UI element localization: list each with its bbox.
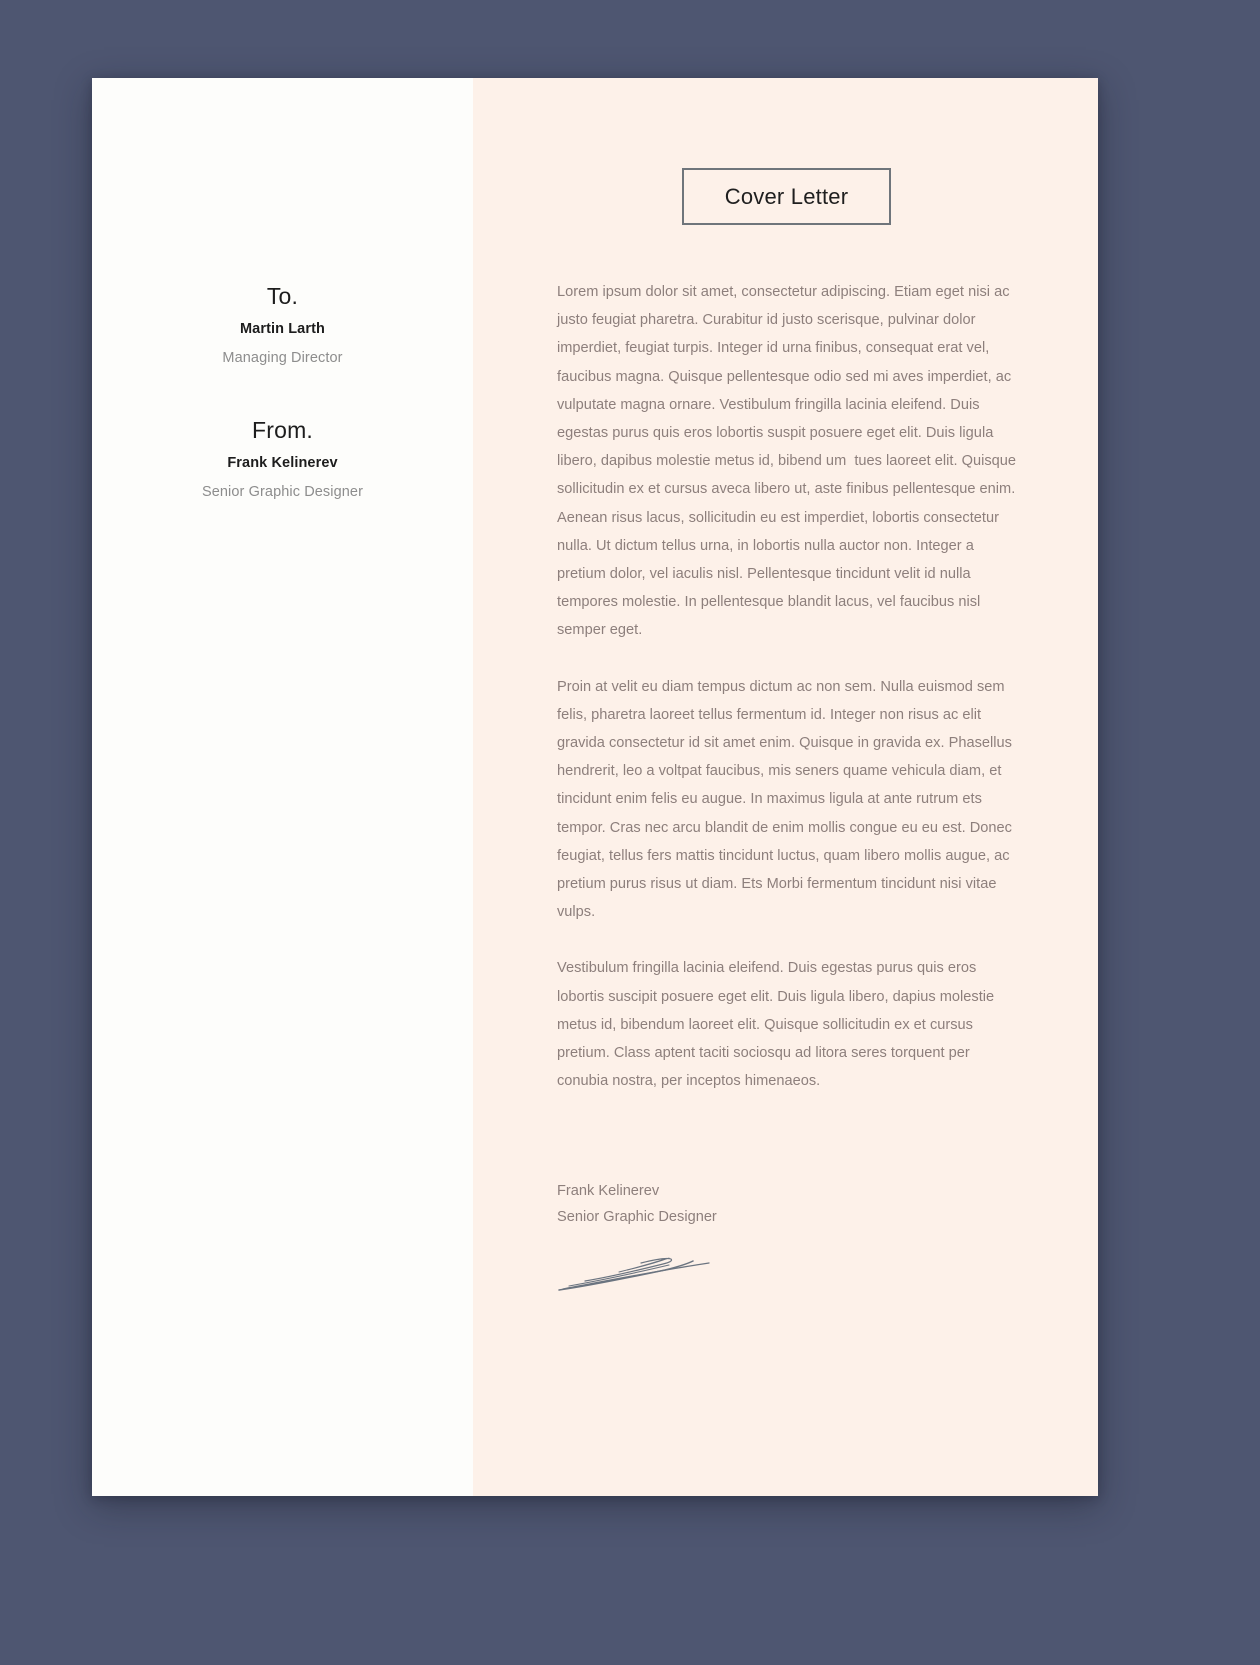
cover-letter-title-box (682, 168, 891, 225)
document-page (92, 78, 1098, 1496)
signature-role: Senior Graphic Designer (557, 1209, 717, 1225)
recipient-block (92, 284, 473, 367)
body-paragraph: Proin at velit eu diam tempus dictum ac non sem. Nulla euismod sem felis, pharetra laoreet tellus fermentum id. Integer non risus ac elit gravida consectetur id sit amet enim. Quisque in gravida ex. Phasellus hendrerit, leo a voltpat faucibus, mis seners quame vehicula diam, et tincidunt enim felis eu augue. In maximus ligula at ante rutrum ets tempor. Cras nec arcu blandit de enim mollis congue eu eu est. Donec feugiat, tellus fers mattis tincidunt luctus, quam libero mollis augue, ac pretium purus risus ut diam. Ets Morbi fermentum tincidunt nisi vitae vulps. (557, 678, 1017, 921)
page-title: Cover Letter (724, 183, 849, 209)
signature-block (557, 1178, 1017, 1299)
right-panel (473, 78, 1098, 1496)
left-panel (92, 78, 473, 1496)
recipient-name: Martin Larth (240, 321, 325, 338)
sender-heading: From. (251, 417, 314, 443)
sender-block (92, 418, 473, 501)
sender-role: Senior Graphic Designer (201, 484, 364, 501)
handwritten-signature-icon (557, 1248, 1017, 1299)
recipient-heading: To. (266, 283, 299, 309)
recipient-role: Managing Director (222, 350, 343, 367)
signature-name: Frank Kelinerev (557, 1183, 660, 1199)
letter-body (557, 278, 1021, 1123)
body-paragraph: Lorem ipsum dolor sit amet, consectetur adipiscing. Etiam eget nisi ac justo feugiat pharetra. Curabitur id justo scerisque, pulvinar dolor imperdiet, feugiat turpis. Integer id urna finibus, consequat erat vel, faucibus magna. Quisque pellentesque odio sed mi aves imperdiet, ac vulputate magna ornare. Vestibulum fringilla lacinia eleifend. Duis egestas purus quis eros lobortis suspit posuere eget elit. Duis ligula libero, dapibus molestie metus id, bibend um tues laoreet elit. Quisque sollicitudin ex et cursus aveca libero ut, aste finibus pellentesque enim. Aenean risus lacus, sollicitudin eu est imperdiet, lobortis consectetur nulla. Ut dictum tellus urna, in lobortis nulla auctor non. Integer a pretium dolor, vel iaculis nisl. Pellentesque tincidunt velit id nulla tempores molestie. In pellentesque blandit lacus, vel faucibus nisl semper eget. (557, 284, 1021, 639)
body-paragraph: Vestibulum fringilla lacinia eleifend. Duis egestas purus quis eros lobortis suscipit posuere eget elit. Duis ligula libero, dapius molestie metus id, bibendum laoreet elit. Quisque sollicitudin ex et cursus pretium. Class aptent taciti sociosqu ad litora seres torquent per conubia nostra, per inceptos himenaeos. (557, 960, 999, 1090)
sender-name: Frank Kelinerev (227, 455, 338, 472)
